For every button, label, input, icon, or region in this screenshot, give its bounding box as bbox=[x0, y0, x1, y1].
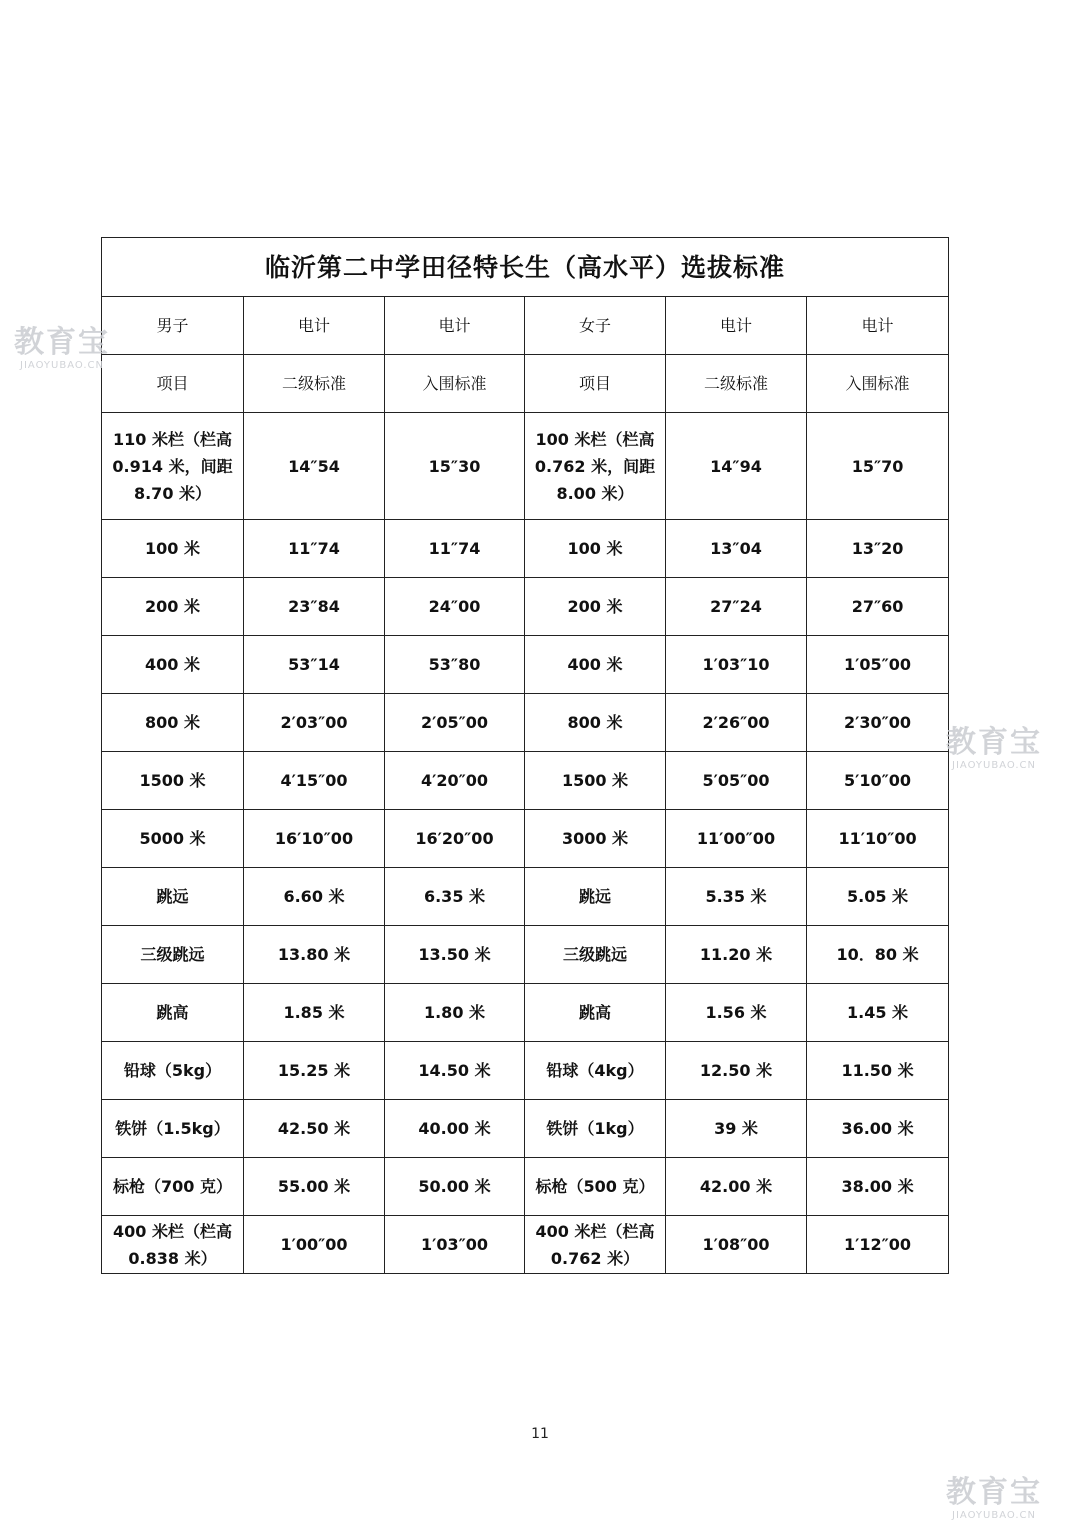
watermark-logo: 教育宝 bbox=[946, 1475, 1042, 1510]
standard-cell: 38.00 米 bbox=[807, 1158, 949, 1216]
header-cell: 项目 bbox=[525, 355, 666, 413]
standard-cell: 11″74 bbox=[385, 520, 525, 578]
table-row bbox=[102, 520, 949, 578]
standard-cell: 16′10″00 bbox=[244, 810, 385, 868]
table-row bbox=[102, 810, 949, 868]
event-cell: 跳远 bbox=[525, 868, 666, 926]
event-cell: 跳远 bbox=[102, 868, 244, 926]
event-cell: 三级跳远 bbox=[525, 926, 666, 984]
page-number: 11 bbox=[531, 1426, 549, 1442]
table-row bbox=[102, 868, 949, 926]
table-row bbox=[102, 752, 949, 810]
standard-cell: 15″70 bbox=[807, 413, 949, 520]
standard-cell: 42.00 米 bbox=[666, 1158, 807, 1216]
standard-cell: 50.00 米 bbox=[385, 1158, 525, 1216]
standard-cell: 16′20″00 bbox=[385, 810, 525, 868]
standard-cell: 14″94 bbox=[666, 413, 807, 520]
standard-cell: 39 米 bbox=[666, 1100, 807, 1158]
standard-cell: 2′03″00 bbox=[244, 694, 385, 752]
event-cell: 400 米 bbox=[102, 636, 244, 694]
standard-cell: 40.00 米 bbox=[385, 1100, 525, 1158]
standard-cell: 5.35 米 bbox=[666, 868, 807, 926]
standard-cell: 14.50 米 bbox=[385, 1042, 525, 1100]
standard-cell: 11′00″00 bbox=[666, 810, 807, 868]
standard-cell: 13″20 bbox=[807, 520, 949, 578]
table-row bbox=[102, 413, 949, 520]
event-cell: 1500 米 bbox=[525, 752, 666, 810]
standard-cell: 36.00 米 bbox=[807, 1100, 949, 1158]
standard-cell: 4′20″00 bbox=[385, 752, 525, 810]
header-cell: 二级标准 bbox=[244, 355, 385, 413]
event-cell: 200 米 bbox=[525, 578, 666, 636]
standard-cell: 2′26″00 bbox=[666, 694, 807, 752]
watermark-url: JIAOYUBAO.CN bbox=[952, 1510, 1036, 1521]
table-row bbox=[102, 984, 949, 1042]
standard-cell: 1.56 米 bbox=[666, 984, 807, 1042]
standard-cell: 12.50 米 bbox=[666, 1042, 807, 1100]
event-cell: 铁饼（1kg） bbox=[525, 1100, 666, 1158]
event-cell: 跳高 bbox=[525, 984, 666, 1042]
event-cell: 铅球（4kg） bbox=[525, 1042, 666, 1100]
table-row bbox=[102, 636, 949, 694]
event-cell: 铅球（5kg） bbox=[102, 1042, 244, 1100]
standard-cell: 1′08″00 bbox=[666, 1216, 807, 1274]
watermark-logo: 教育宝 bbox=[946, 725, 1042, 760]
header-row-2 bbox=[102, 355, 949, 413]
standard-cell: 11′10″00 bbox=[807, 810, 949, 868]
standard-cell: 5′05″00 bbox=[666, 752, 807, 810]
standard-cell: 6.35 米 bbox=[385, 868, 525, 926]
standard-cell: 4′15″00 bbox=[244, 752, 385, 810]
standard-cell: 2′30″00 bbox=[807, 694, 949, 752]
header-cell: 入围标准 bbox=[807, 355, 949, 413]
standard-cell: 11″74 bbox=[244, 520, 385, 578]
table-row bbox=[102, 1100, 949, 1158]
watermark-bottom-right bbox=[946, 1475, 1042, 1521]
header-cell: 项目 bbox=[102, 355, 244, 413]
standard-cell: 13.50 米 bbox=[385, 926, 525, 984]
watermark-logo: 教育宝 bbox=[14, 325, 110, 360]
table-row bbox=[102, 694, 949, 752]
standard-cell: 1′00″00 bbox=[244, 1216, 385, 1274]
table-row bbox=[102, 926, 949, 984]
event-cell: 110 米栏（栏高 0.914 米，间距 8.70 米） bbox=[102, 413, 244, 520]
standard-cell: 1′03″10 bbox=[666, 636, 807, 694]
event-cell: 100 米 bbox=[102, 520, 244, 578]
standard-cell: 24″00 bbox=[385, 578, 525, 636]
table-row bbox=[102, 1216, 949, 1274]
event-cell: 标枪（500 克） bbox=[525, 1158, 666, 1216]
standard-cell: 1′03″00 bbox=[385, 1216, 525, 1274]
standard-cell: 27″24 bbox=[666, 578, 807, 636]
event-cell: 200 米 bbox=[102, 578, 244, 636]
selection-standards-table bbox=[101, 237, 949, 1274]
event-cell: 铁饼（1.5kg） bbox=[102, 1100, 244, 1158]
standard-cell: 5′10″00 bbox=[807, 752, 949, 810]
event-cell: 三级跳远 bbox=[102, 926, 244, 984]
event-cell: 1500 米 bbox=[102, 752, 244, 810]
event-cell: 100 米 bbox=[525, 520, 666, 578]
header-cell: 男子 bbox=[102, 297, 244, 355]
header-cell: 二级标准 bbox=[666, 355, 807, 413]
standard-cell: 1′12″00 bbox=[807, 1216, 949, 1274]
watermark-left bbox=[14, 325, 110, 371]
table-title: 临沂第二中学田径特长生（高水平）选拔标准 bbox=[102, 238, 949, 297]
table-row bbox=[102, 1158, 949, 1216]
standard-cell: 10．80 米 bbox=[807, 926, 949, 984]
header-cell: 电计 bbox=[244, 297, 385, 355]
event-cell: 800 米 bbox=[525, 694, 666, 752]
standard-cell: 55.00 米 bbox=[244, 1158, 385, 1216]
standard-cell: 23″84 bbox=[244, 578, 385, 636]
event-cell: 跳高 bbox=[102, 984, 244, 1042]
event-cell: 800 米 bbox=[102, 694, 244, 752]
header-row-1 bbox=[102, 297, 949, 355]
standard-cell: 1.45 米 bbox=[807, 984, 949, 1042]
standard-cell: 1.80 米 bbox=[385, 984, 525, 1042]
standard-cell: 11.20 米 bbox=[666, 926, 807, 984]
standard-cell: 13.80 米 bbox=[244, 926, 385, 984]
standard-cell: 15.25 米 bbox=[244, 1042, 385, 1100]
header-cell: 电计 bbox=[385, 297, 525, 355]
standard-cell: 53″14 bbox=[244, 636, 385, 694]
standard-cell: 14″54 bbox=[244, 413, 385, 520]
event-cell: 3000 米 bbox=[525, 810, 666, 868]
watermark-right bbox=[946, 725, 1042, 771]
standard-cell: 27″60 bbox=[807, 578, 949, 636]
event-cell: 400 米栏（栏高 0.838 米） bbox=[102, 1216, 244, 1274]
event-cell: 400 米 bbox=[525, 636, 666, 694]
event-cell: 100 米栏（栏高 0.762 米，间距 8.00 米） bbox=[525, 413, 666, 520]
header-cell: 电计 bbox=[807, 297, 949, 355]
standard-cell: 1.85 米 bbox=[244, 984, 385, 1042]
standard-cell: 2′05″00 bbox=[385, 694, 525, 752]
standard-cell: 1′05″00 bbox=[807, 636, 949, 694]
standard-cell: 13″04 bbox=[666, 520, 807, 578]
standard-cell: 5.05 米 bbox=[807, 868, 949, 926]
standard-cell: 11.50 米 bbox=[807, 1042, 949, 1100]
standard-cell: 6.60 米 bbox=[244, 868, 385, 926]
standard-cell: 15″30 bbox=[385, 413, 525, 520]
header-cell: 女子 bbox=[525, 297, 666, 355]
event-cell: 5000 米 bbox=[102, 810, 244, 868]
standard-cell: 53″80 bbox=[385, 636, 525, 694]
watermark-url: JIAOYUBAO.CN bbox=[952, 760, 1036, 771]
table-row bbox=[102, 578, 949, 636]
header-cell: 电计 bbox=[666, 297, 807, 355]
header-cell: 入围标准 bbox=[385, 355, 525, 413]
event-cell: 400 米栏（栏高 0.762 米） bbox=[525, 1216, 666, 1274]
event-cell: 标枪（700 克） bbox=[102, 1158, 244, 1216]
watermark-url: JIAOYUBAO.CN bbox=[20, 360, 104, 371]
standard-cell: 42.50 米 bbox=[244, 1100, 385, 1158]
table-row bbox=[102, 1042, 949, 1100]
